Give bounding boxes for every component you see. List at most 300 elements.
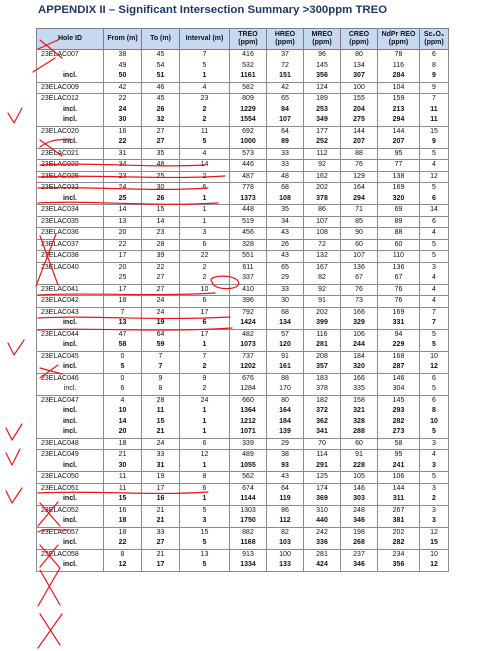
treo-cell: 396 (230, 296, 267, 308)
ndpr-cell: 146 (378, 373, 420, 384)
hole-id-cell: incl. (37, 384, 104, 395)
hreo-cell: 33 (267, 148, 304, 160)
treo-cell: 692 (230, 126, 267, 137)
from-cell: 5 (104, 362, 142, 373)
interval-cell: 14 (180, 160, 230, 172)
from-cell: 13 (104, 318, 142, 329)
interval-cell: 13 (180, 549, 230, 560)
ndpr-cell: 69 (378, 205, 420, 217)
table-row (37, 549, 449, 560)
ndpr-cell: 95 (378, 450, 420, 461)
interval-cell: 1 (180, 216, 230, 228)
mreo-cell: 91 (304, 296, 341, 308)
check-mark (8, 108, 22, 123)
interval-cell: 6 (180, 239, 230, 251)
interval-cell: 17 (180, 329, 230, 340)
hole-id-cell: 23ELAC007 (37, 50, 104, 61)
sc2o3-cell: 12 (420, 171, 449, 183)
creo-cell: 307 (341, 71, 378, 82)
hole-id-cell: incl. (37, 105, 104, 116)
mreo-cell: 440 (304, 516, 341, 527)
ndpr-cell: 138 (378, 171, 420, 183)
ndpr-cell: 320 (378, 194, 420, 205)
creo-cell: 164 (341, 183, 378, 194)
table-row (37, 461, 449, 472)
hreo-cell: 33 (267, 284, 304, 296)
treo-cell: 1144 (230, 494, 267, 505)
mreo-cell: 372 (304, 406, 341, 417)
ndpr-cell: 287 (378, 362, 420, 373)
to-cell: 11 (142, 406, 180, 417)
treo-cell: 809 (230, 94, 267, 105)
to-cell: 17 (142, 560, 180, 571)
to-cell: 7 (142, 351, 180, 362)
hole-id-cell: 23ELAC058 (37, 549, 104, 560)
interval-cell: 1 (180, 406, 230, 417)
mreo-cell: 183 (304, 373, 341, 384)
creo-cell: 184 (341, 351, 378, 362)
to-cell: 30 (142, 183, 180, 194)
to-cell: 39 (142, 251, 180, 263)
check-mark (8, 340, 24, 355)
hole-id-cell (37, 61, 104, 72)
creo-cell: 88 (341, 148, 378, 160)
ndpr-cell: 67 (378, 273, 420, 284)
treo-cell: 1055 (230, 461, 267, 472)
table-row (37, 160, 449, 172)
mreo-cell: 356 (304, 71, 341, 82)
creo-cell: 107 (341, 251, 378, 263)
interval-cell: 4 (180, 148, 230, 160)
treo-cell: 1750 (230, 516, 267, 527)
interval-cell: 2 (180, 262, 230, 273)
hreo-cell: 108 (267, 194, 304, 205)
table-row (37, 373, 449, 384)
ndpr-cell: 76 (378, 296, 420, 308)
table-row (37, 351, 449, 362)
interval-cell: 6 (180, 296, 230, 308)
hreo-cell: 34 (267, 216, 304, 228)
hreo-cell: 89 (267, 137, 304, 148)
treo-cell: 1071 (230, 427, 267, 438)
sc2o3-cell: 6 (420, 373, 449, 384)
mreo-cell: 378 (304, 384, 341, 395)
to-cell: 15 (142, 205, 180, 217)
treo-cell: 1554 (230, 115, 267, 126)
ndpr-cell: 229 (378, 340, 420, 351)
hreo-cell: 80 (267, 395, 304, 406)
hole-id-cell: 23ELAC051 (37, 483, 104, 494)
mreo-cell: 116 (304, 329, 341, 340)
treo-cell: 446 (230, 160, 267, 172)
page-title: APPENDIX II – Significant Intersection Summary >300ppm TREO (38, 4, 388, 16)
sc2o3-cell: 5 (420, 148, 449, 160)
mreo-cell: 145 (304, 61, 341, 72)
sc2o3-cell: 5 (420, 329, 449, 340)
creo-cell: 155 (341, 94, 378, 105)
treo-cell: 410 (230, 284, 267, 296)
ndpr-cell: 293 (378, 406, 420, 417)
creo-cell: 166 (341, 373, 378, 384)
treo-cell: 1168 (230, 538, 267, 549)
mreo-cell: 107 (304, 216, 341, 228)
from-cell: 0 (104, 351, 142, 362)
sc2o3-cell: 14 (420, 205, 449, 217)
creo-cell: 166 (341, 307, 378, 318)
mreo-cell: 399 (304, 318, 341, 329)
from-cell: 11 (104, 483, 142, 494)
sc2o3-cell: 3 (420, 516, 449, 527)
hreo-cell: 64 (267, 483, 304, 494)
interval-cell: 1 (180, 417, 230, 428)
table-row (37, 560, 449, 571)
hole-id-cell: incl. (37, 461, 104, 472)
table-row (37, 395, 449, 406)
to-cell: 54 (142, 61, 180, 72)
mreo-cell: 378 (304, 194, 341, 205)
hole-id-cell: incl. (37, 340, 104, 351)
sc2o3-cell: 7 (420, 94, 449, 105)
ndpr-cell: 304 (378, 384, 420, 395)
to-cell: 14 (142, 216, 180, 228)
sc2o3-cell: 2 (420, 494, 449, 505)
ndpr-cell: 89 (378, 216, 420, 228)
sc2o3-cell: 5 (420, 340, 449, 351)
interval-cell: 5 (180, 505, 230, 516)
hole-id-cell: 23ELAC044 (37, 329, 104, 340)
ndpr-cell: 60 (378, 239, 420, 251)
hreo-cell: 88 (267, 373, 304, 384)
mreo-cell: 189 (304, 94, 341, 105)
creo-cell: 76 (341, 284, 378, 296)
sc2o3-cell: 5 (420, 183, 449, 194)
creo-cell: 85 (341, 216, 378, 228)
interval-cell: 1 (180, 461, 230, 472)
to-cell: 22 (142, 262, 180, 273)
ndpr-cell: 104 (378, 82, 420, 94)
mreo-cell: 92 (304, 160, 341, 172)
from-cell: 24 (104, 183, 142, 194)
hreo-cell: 120 (267, 340, 304, 351)
to-cell: 21 (142, 427, 180, 438)
ndpr-cell: 381 (378, 516, 420, 527)
treo-cell: 416 (230, 50, 267, 61)
header-hole-id: Hole ID (37, 29, 104, 50)
table-row (37, 82, 449, 94)
hreo-cell: 133 (267, 560, 304, 571)
hole-id-cell: incl. (37, 71, 104, 82)
table-row (37, 494, 449, 505)
mreo-cell: 167 (304, 262, 341, 273)
sc2o3-cell: 15 (420, 538, 449, 549)
table-row (37, 329, 449, 340)
from-cell: 18 (104, 516, 142, 527)
to-cell: 21 (142, 505, 180, 516)
hreo-cell: 42 (267, 82, 304, 94)
treo-cell: 778 (230, 183, 267, 194)
ndpr-cell: 116 (378, 61, 420, 72)
from-cell: 22 (104, 94, 142, 105)
interval-cell: 11 (180, 126, 230, 137)
treo-cell: 1073 (230, 340, 267, 351)
interval-cell: 12 (180, 450, 230, 461)
sc2o3-cell: 4 (420, 450, 449, 461)
from-cell: 4 (104, 395, 142, 406)
table-row (37, 296, 449, 308)
treo-cell: 882 (230, 527, 267, 538)
creo-cell: 105 (341, 472, 378, 484)
to-cell: 59 (142, 340, 180, 351)
check-mark (6, 488, 22, 503)
to-cell: 31 (142, 461, 180, 472)
sc2o3-cell: 5 (420, 384, 449, 395)
to-cell: 45 (142, 50, 180, 61)
table-row (37, 318, 449, 329)
ndpr-cell: 76 (378, 284, 420, 296)
treo-cell: 1212 (230, 417, 267, 428)
hole-id-cell: 23ELAC022 (37, 160, 104, 172)
table-row (37, 384, 449, 395)
hole-id-cell: incl. (37, 560, 104, 571)
ndpr-cell: 282 (378, 417, 420, 428)
hreo-cell: 65 (267, 262, 304, 273)
interval-cell: 2 (180, 362, 230, 373)
treo-cell: 1373 (230, 194, 267, 205)
creo-cell: 275 (341, 115, 378, 126)
hreo-cell: 68 (267, 307, 304, 318)
table-row (37, 262, 449, 273)
strike-mark (38, 614, 62, 648)
treo-cell: 328 (230, 239, 267, 251)
table-row (37, 438, 449, 450)
table-row (37, 228, 449, 240)
hole-id-cell: incl. (37, 417, 104, 428)
hole-id-cell: 23ELAC021 (37, 148, 104, 160)
to-cell: 19 (142, 472, 180, 484)
interval-cell: 6 (180, 483, 230, 494)
treo-cell: 562 (230, 472, 267, 484)
ndpr-cell: 282 (378, 538, 420, 549)
creo-cell: 248 (341, 505, 378, 516)
creo-cell: 100 (341, 82, 378, 94)
from-cell: 21 (104, 450, 142, 461)
treo-cell: 913 (230, 549, 267, 560)
hreo-cell: 112 (267, 516, 304, 527)
ndpr-cell: 144 (378, 483, 420, 494)
sc2o3-cell: 10 (420, 549, 449, 560)
treo-cell: 1000 (230, 137, 267, 148)
creo-cell: 328 (341, 417, 378, 428)
from-cell: 23 (104, 171, 142, 183)
interval-cell: 24 (180, 395, 230, 406)
table-body (37, 50, 449, 572)
hreo-cell: 43 (267, 228, 304, 240)
interval-cell: 22 (180, 251, 230, 263)
table-row (37, 340, 449, 351)
creo-cell: 76 (341, 160, 378, 172)
ndpr-cell: 331 (378, 318, 420, 329)
from-cell: 12 (104, 560, 142, 571)
table-row (37, 148, 449, 160)
treo-cell: 456 (230, 228, 267, 240)
to-cell: 9 (142, 373, 180, 384)
from-cell: 30 (104, 461, 142, 472)
sc2o3-cell: 6 (420, 194, 449, 205)
treo-cell: 1284 (230, 384, 267, 395)
table-row (37, 450, 449, 461)
creo-cell: 158 (341, 395, 378, 406)
hole-id-cell: 23ELAC032 (37, 183, 104, 194)
table-row (37, 251, 449, 263)
table-row (37, 171, 449, 183)
treo-cell: 676 (230, 373, 267, 384)
interval-cell: 5 (180, 61, 230, 72)
interval-cell: 7 (180, 50, 230, 61)
to-cell: 25 (142, 171, 180, 183)
sc2o3-cell: 5 (420, 472, 449, 484)
ndpr-cell: 169 (378, 183, 420, 194)
creo-cell: 144 (341, 126, 378, 137)
table-row (37, 216, 449, 228)
sc2o3-cell: 3 (420, 505, 449, 516)
hole-id-cell: incl. (37, 362, 104, 373)
to-cell: 24 (142, 438, 180, 450)
hreo-cell: 64 (267, 126, 304, 137)
table-row (37, 61, 449, 72)
header-from: From (m) (104, 29, 142, 50)
interval-cell: 5 (180, 560, 230, 571)
mreo-cell: 125 (304, 472, 341, 484)
hole-id-cell: incl. (37, 427, 104, 438)
interval-cell: 1 (180, 71, 230, 82)
table-row (37, 183, 449, 194)
table-row (37, 115, 449, 126)
table-row (37, 239, 449, 251)
hreo-cell: 35 (267, 205, 304, 217)
from-cell: 58 (104, 340, 142, 351)
to-cell: 16 (142, 494, 180, 505)
treo-cell: 1161 (230, 71, 267, 82)
ndpr-cell: 110 (378, 251, 420, 263)
hreo-cell: 119 (267, 494, 304, 505)
creo-cell: 320 (341, 362, 378, 373)
hreo-cell: 72 (267, 61, 304, 72)
treo-cell: 1424 (230, 318, 267, 329)
mreo-cell: 174 (304, 483, 341, 494)
mreo-cell: 177 (304, 126, 341, 137)
sc2o3-cell: 7 (420, 318, 449, 329)
hole-id-cell: 23ELAC052 (37, 505, 104, 516)
hole-id-cell: 23ELAC036 (37, 228, 104, 240)
interval-cell: 23 (180, 94, 230, 105)
sc2o3-cell: 3 (420, 483, 449, 494)
table-row (37, 284, 449, 296)
from-cell: 14 (104, 205, 142, 217)
from-cell: 11 (104, 472, 142, 484)
creo-cell: 346 (341, 516, 378, 527)
sc2o3-cell: 3 (420, 461, 449, 472)
mreo-cell: 357 (304, 362, 341, 373)
interval-cell: 1 (180, 205, 230, 217)
ndpr-cell: 106 (378, 472, 420, 484)
to-cell: 51 (142, 71, 180, 82)
hole-id-cell: incl. (37, 115, 104, 126)
table-row (37, 516, 449, 527)
from-cell: 25 (104, 194, 142, 205)
to-cell: 26 (142, 194, 180, 205)
creo-cell: 60 (341, 239, 378, 251)
creo-cell: 106 (341, 329, 378, 340)
from-cell: 20 (104, 427, 142, 438)
interval-cell: 5 (180, 538, 230, 549)
ndpr-cell: 169 (378, 307, 420, 318)
from-cell: 13 (104, 216, 142, 228)
mreo-cell: 92 (304, 284, 341, 296)
check-mark (6, 424, 22, 440)
interval-cell: 9 (180, 373, 230, 384)
from-cell: 22 (104, 239, 142, 251)
header-interval: Interval (m) (180, 29, 230, 50)
hreo-cell: 86 (267, 505, 304, 516)
sc2o3-cell: 5 (420, 239, 449, 251)
ndpr-cell: 213 (378, 105, 420, 116)
creo-cell: 71 (341, 205, 378, 217)
to-cell: 28 (142, 395, 180, 406)
ndpr-cell: 267 (378, 505, 420, 516)
from-cell: 18 (104, 296, 142, 308)
sc2o3-cell: 12 (420, 560, 449, 571)
hreo-cell: 33 (267, 160, 304, 172)
interval-cell: 10 (180, 284, 230, 296)
table-row (37, 427, 449, 438)
treo-cell: 448 (230, 205, 267, 217)
to-cell: 35 (142, 148, 180, 160)
sc2o3-cell: 4 (420, 284, 449, 296)
hreo-cell: 164 (267, 406, 304, 417)
hreo-cell: 184 (267, 417, 304, 428)
ndpr-cell: 94 (378, 329, 420, 340)
to-cell: 28 (142, 239, 180, 251)
hreo-cell: 57 (267, 329, 304, 340)
strike-mark (38, 568, 60, 606)
mreo-cell: 281 (304, 549, 341, 560)
from-cell: 14 (104, 417, 142, 428)
mreo-cell: 182 (304, 395, 341, 406)
hreo-cell: 26 (267, 239, 304, 251)
table-row (37, 417, 449, 428)
hole-id-cell: 23ELAC009 (37, 82, 104, 94)
hreo-cell: 48 (267, 171, 304, 183)
from-cell: 42 (104, 82, 142, 94)
mreo-cell: 349 (304, 115, 341, 126)
hole-id-cell: incl. (37, 406, 104, 417)
sc2o3-cell: 4 (420, 160, 449, 172)
mreo-cell: 82 (304, 273, 341, 284)
mreo-cell: 310 (304, 505, 341, 516)
hreo-cell: 43 (267, 472, 304, 484)
from-cell: 38 (104, 50, 142, 61)
creo-cell: 204 (341, 105, 378, 116)
from-cell: 22 (104, 538, 142, 549)
ndpr-cell: 88 (378, 228, 420, 240)
interval-cell: 5 (180, 137, 230, 148)
creo-cell: 294 (341, 194, 378, 205)
table-row (37, 527, 449, 538)
treo-cell: 487 (230, 171, 267, 183)
sc2o3-cell: 9 (420, 82, 449, 94)
table-row (37, 273, 449, 284)
creo-cell: 303 (341, 494, 378, 505)
